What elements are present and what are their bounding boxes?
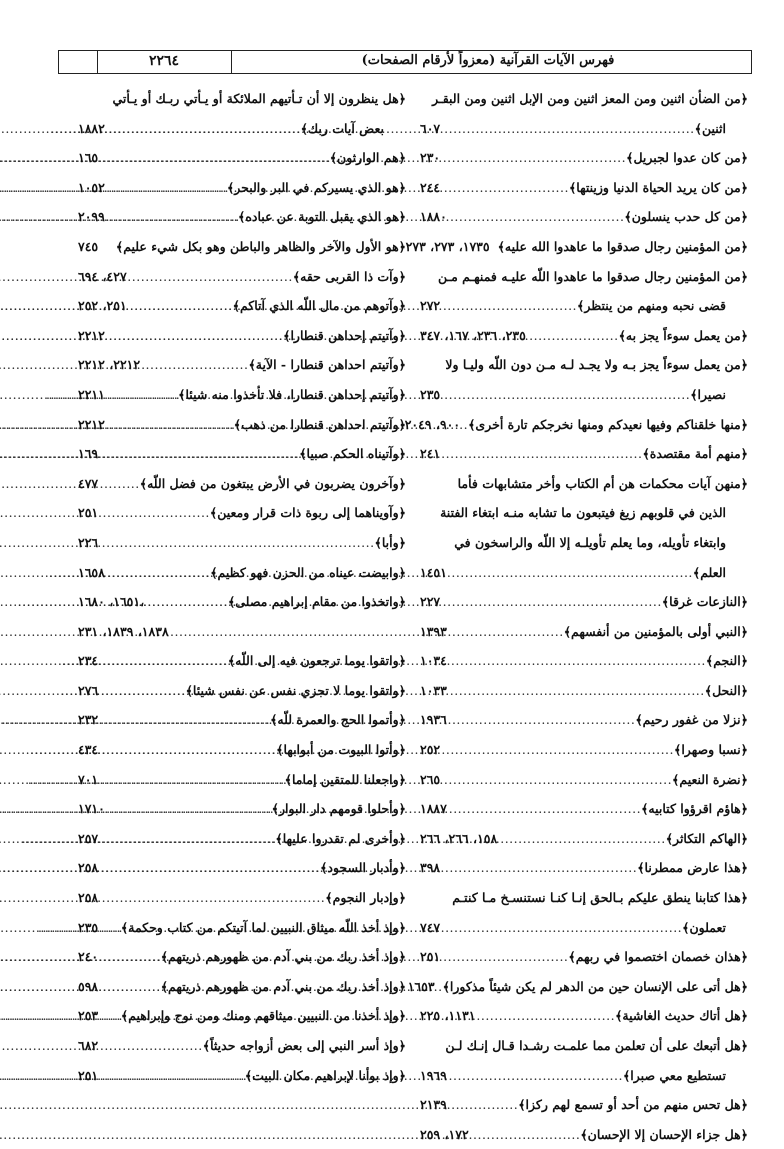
page-reference	[420, 350, 422, 380]
dot-leader	[442, 143, 626, 173]
dot-leader	[107, 114, 301, 144]
page-reference: ٢٣٢	[78, 712, 99, 728]
index-entry	[405, 232, 748, 262]
header-divider	[231, 51, 232, 73]
index-entry	[78, 765, 406, 795]
verse-text: ﴿وإذ بوأنا لإبراهيم مكان البيت﴾	[244, 1067, 406, 1083]
dot-leader	[477, 1001, 615, 1031]
page-reference: ١٥٨، ٢٦٦، ٢٦٦	[420, 830, 498, 846]
page-reference: ٦٠٧	[420, 120, 441, 136]
page-reference: ١٩٣٦	[420, 712, 447, 728]
dot-leader	[107, 558, 210, 588]
page-reference: ١٤٥١	[420, 564, 447, 580]
dot-leader	[449, 646, 706, 676]
verse-text: ﴿من كان عدوا لجبريل﴾	[626, 150, 748, 166]
dot-leader	[449, 1090, 518, 1120]
verse-text: ﴿وإذ أخذ ربك من بني آدم من ظهورهم ذريتهم﴾	[160, 978, 406, 994]
page-reference: ٢٣٥	[78, 919, 99, 935]
index-entry	[78, 439, 406, 469]
dot-leader	[442, 913, 682, 943]
page-reference: ١٧١٠	[78, 801, 105, 817]
dot-leader	[442, 291, 577, 321]
index-entry	[78, 794, 406, 824]
index-entry	[78, 232, 406, 262]
page-reference: ٢٥١، ٢٥٢	[78, 298, 127, 314]
dot-leader	[449, 794, 641, 824]
index-entry	[78, 942, 406, 972]
verse-text: ﴿النازعات غرقا﴾	[661, 594, 748, 610]
verse-text: ﴿وآخرون يضربون في الأرض يبتغون من فضل اللّه﴾	[139, 475, 406, 491]
verse-text: ﴿هذا كتابنا ينطق عليكم بـالحق إنـا كنـا نستنسـخ مـا كنتـم	[452, 890, 748, 906]
verse-text: ﴿نزلا من غفور رحيم﴾	[635, 712, 748, 728]
dot-leader	[100, 972, 161, 1002]
dot-leader	[142, 350, 248, 380]
dot-leader	[107, 380, 178, 410]
verse-text: ﴿وإذ أخذ ربك من بني آدم من ظهورهم ذريتهم﴾	[160, 949, 406, 965]
verse-text: ﴿نسبا وصهرا﴾	[674, 742, 748, 758]
dot-leader	[100, 1001, 121, 1031]
dot-leader	[100, 1031, 203, 1061]
index-entry	[78, 528, 406, 558]
page-reference: ١٧٢، ٢٥٩	[420, 1126, 469, 1142]
page-reference: ١٠٣٣	[420, 682, 447, 698]
page-reference: ٢٥١	[78, 505, 99, 521]
verse-text: ﴿وإدبار النجوم﴾	[325, 890, 406, 906]
verse-text: ﴿هل أتبعك على أن تعلمن مما علمـت رشـدا قـال إنـك لـن	[445, 1038, 748, 1053]
page-reference	[420, 883, 422, 913]
verse-text: ﴿النحل﴾	[704, 682, 748, 698]
page-reference: ٤٧٧	[78, 475, 99, 491]
index-entry	[78, 824, 406, 854]
verse-text: ﴿وإذ أخذ اللّه ميثاق النبيين لما آتيتكم من كتاب وحكمة﴾	[120, 919, 406, 935]
left-column	[78, 84, 406, 1090]
page-reference: ٢٥١	[78, 1067, 99, 1083]
page-reference: ٤٢٧، ٦٩٤	[78, 268, 127, 284]
index-entry	[420, 1061, 748, 1091]
index-entry	[420, 350, 748, 380]
index-entry	[78, 972, 406, 1002]
index-entry	[78, 143, 406, 173]
index-entry	[78, 558, 406, 588]
verse-text: ﴿من كان يريد الحياة الدنيا وزينتها﴾	[568, 179, 748, 195]
index-entry	[420, 202, 748, 232]
index-entry	[420, 469, 748, 499]
index-entry	[78, 380, 406, 410]
index-entry	[420, 291, 748, 321]
verse-text: ﴿واتخذوا من مقام إبراهيم مصلى﴾	[227, 594, 406, 610]
dot-leader	[129, 291, 233, 321]
dot-leader	[449, 676, 705, 706]
page-reference: ٢٢١١	[78, 386, 105, 402]
page-reference: ٢٤٠	[78, 949, 99, 965]
verse-text: قضى نحبه ومنهم من ينتظر﴾	[577, 298, 726, 314]
verse-text: ﴿من المؤمنين رجال صدقوا ما عاهدوا اللّه عليـه فمنهـم مـن	[437, 268, 748, 284]
verse-text: ﴿وأدبار السجود﴾	[320, 860, 406, 876]
dot-leader	[442, 942, 568, 972]
page-reference: ٢٠٩٩	[78, 209, 105, 225]
dot-leader	[442, 765, 672, 795]
page-reference: ٢٦٥	[420, 771, 441, 787]
verse-text: ﴿من يعمل سوءاً يجز بـه ولا يجـد لـه مـن دون اللّه وليـا ولا	[445, 357, 748, 373]
dot-leader	[462, 410, 468, 440]
page-reference: ٢٢١٢	[78, 327, 105, 343]
verse-text: ﴿وأتوا البيوت من أبوابها﴾	[276, 742, 406, 758]
index-entry	[420, 1031, 748, 1061]
index-entry	[420, 1120, 748, 1149]
dot-leader	[449, 202, 625, 232]
dot-leader	[449, 1061, 623, 1091]
page-reference: ١٦٥٨	[78, 564, 105, 580]
index-entry	[78, 646, 406, 676]
verse-text: تعملون﴾	[682, 919, 726, 935]
page-reference: ٧٠١	[78, 771, 99, 787]
index-entry	[78, 1031, 406, 1061]
page-reference: ٢٢١٢	[78, 416, 105, 432]
index-entry	[420, 587, 748, 617]
index-entry	[420, 262, 748, 292]
index-entry	[78, 883, 406, 913]
page-reference	[420, 262, 422, 292]
page-reference: ٢٢٧	[420, 594, 441, 610]
index-entry	[420, 321, 748, 351]
page-reference: ١٦٩	[78, 446, 99, 462]
dot-leader	[100, 735, 276, 765]
page-header	[58, 50, 752, 74]
page-reference	[420, 528, 422, 558]
page-reference: ٢٥٣	[78, 1008, 99, 1024]
index-entry	[404, 410, 748, 440]
index-entry	[420, 913, 748, 943]
header-divider	[97, 51, 98, 73]
dot-leader	[449, 558, 693, 588]
page-reference: ٢٥٨	[78, 890, 99, 906]
verse-text: ﴿هذان خصمان اختصموا في ربهم﴾	[568, 949, 748, 965]
index-entry	[407, 972, 748, 1002]
verse-text: العلم﴾	[692, 564, 726, 580]
page-reference: ٢٢٦	[78, 534, 99, 550]
page-reference: ٢٧٢	[420, 298, 441, 314]
verse-text: ﴿من كل حدب ينسلون﴾	[624, 209, 748, 225]
index-entry	[78, 173, 406, 203]
index-entry	[78, 262, 406, 292]
index-entry	[78, 1001, 406, 1031]
page-reference: ٢٤١	[420, 446, 441, 462]
verse-text: ﴿منهن آيات محكمات هن أم الكتاب وأخر متشابهات فأما	[457, 475, 748, 491]
index-entry	[420, 114, 748, 144]
page-reference: ١٦٥	[78, 150, 99, 166]
dot-leader	[499, 824, 665, 854]
dot-leader	[442, 439, 642, 469]
dot-leader	[100, 853, 320, 883]
dot-leader	[107, 794, 272, 824]
dot-leader	[100, 1061, 245, 1091]
verse-text: ﴿هاؤم اقرؤوا كتابيه﴾	[641, 801, 748, 817]
index-entry	[78, 617, 406, 647]
dot-leader	[100, 143, 330, 173]
page-reference: ٢٥٢	[420, 742, 441, 758]
page-reference: ٢٥٧	[78, 830, 99, 846]
page-reference: ١٦٥١، ١٦٨٠،	[78, 594, 145, 610]
index-entry	[420, 676, 748, 706]
verse-text: ﴿وأخرى لم تقدروا عليها﴾	[275, 830, 406, 846]
page-reference: ٢٣٥	[420, 386, 441, 402]
dot-leader	[107, 173, 227, 203]
verse-text: ﴿وأبا﴾	[374, 534, 406, 550]
page-reference	[420, 498, 422, 528]
page-reference	[420, 1031, 422, 1061]
verse-text: تستطيع معي صبرا﴾	[622, 1067, 726, 1083]
page-reference: ١٩٦٩	[420, 1067, 447, 1083]
index-entry	[78, 84, 406, 114]
dot-leader	[528, 321, 619, 351]
verse-text: وابتغاء تأويله، وما يعلم تأويلـه إلا اللّه والراسخون في	[454, 534, 726, 550]
verse-text: ﴿هو الأول والآخر والظاهر والباطن وهو بكل شيء عليم﴾	[115, 238, 406, 254]
dot-leader	[442, 173, 569, 203]
page-reference: ٢٧٦	[78, 682, 99, 698]
verse-text: ﴿هل أتى على الإنسان حين من الدهر لم يكن شيئاً مذكورا﴾	[442, 978, 748, 994]
verse-text: ﴿وآتيتم احداهن قنطارا - الآية﴾	[248, 357, 406, 373]
page-reference: ١٦٥٣	[407, 978, 435, 994]
verse-text: ﴿وآتيتم احداهن قنطارا من ذهب﴾	[233, 416, 406, 432]
index-entry	[420, 853, 748, 883]
index-entry	[78, 350, 406, 380]
page-reference: ٥٩٨	[78, 978, 99, 994]
dot-leader	[100, 439, 299, 469]
verse-text: ﴿منهم أمة مقتصدة﴾	[642, 446, 748, 462]
index-entry	[420, 558, 748, 588]
page-reference: ٢٣٤	[78, 653, 99, 669]
index-entry	[420, 1001, 748, 1031]
dot-leader	[100, 528, 374, 558]
index-entry	[78, 202, 406, 232]
verse-text: ﴿هم الوارثون﴾	[329, 150, 406, 166]
verse-text: ﴿وإذ أخذنا من النبيين ميثاقهم ومنك ومن نوح وإبراهيم﴾	[120, 1008, 406, 1024]
page-reference	[420, 469, 422, 499]
dot-leader	[129, 262, 293, 292]
dot-leader	[100, 824, 275, 854]
verse-text: ﴿هل ينظرون إلا أن تـأتيهم الملائكة أو يـأتي ربـك أو يـأتي	[112, 91, 406, 106]
verse-text: ﴿هل أتاك حديث الغاشية﴾	[615, 1008, 748, 1024]
index-entry	[78, 705, 406, 735]
verse-text: ﴿هل جزاء الإحسان إلا الإحسان﴾	[580, 1126, 748, 1142]
dot-leader	[449, 705, 636, 735]
index-entry	[420, 528, 748, 558]
index-entry	[78, 1061, 406, 1091]
page-reference: ٤٣٤	[78, 742, 99, 758]
dot-leader	[100, 705, 270, 735]
index-entry	[420, 705, 748, 735]
verse-text: ﴿وآتيتم إحداهن قنطارا﴾	[283, 327, 406, 343]
page-reference: ٦٨٢	[78, 1038, 99, 1053]
verse-text: ﴿وأتموا الحج والعمرة للّه﴾	[270, 712, 406, 728]
verse-text: ﴿الهاكم التكاثر﴾	[665, 830, 748, 846]
right-column	[404, 84, 748, 1149]
dot-leader	[442, 587, 662, 617]
index-entry	[420, 617, 748, 647]
dot-leader	[100, 913, 121, 943]
page-reference: ١٠٣٤	[420, 653, 447, 669]
verse-text: ﴿هذا عارض ممطرنا﴾	[637, 860, 748, 876]
dot-leader	[442, 853, 637, 883]
verse-text: ﴿وآتيتم إحداهن قنطارا، فلا تأخذوا منه شيئا﴾	[178, 386, 406, 402]
verse-text: ﴿وإذ أسر النبي إلى بعض أزواجه حديثاً﴾	[202, 1038, 406, 1053]
index-entry	[420, 173, 748, 203]
page-reference: ١١٣١، ٢٢٥	[420, 1008, 476, 1024]
index-entry	[420, 942, 748, 972]
index-entry	[420, 84, 748, 114]
dot-leader	[442, 380, 690, 410]
dot-leader	[437, 972, 443, 1002]
page-reference: ٧٤٥	[78, 238, 99, 254]
verse-text: ﴿وأحلوا قومهم دار البوار﴾	[271, 801, 406, 817]
verse-text: ﴿هو الذي يسيركم في البر والبحر﴾	[226, 179, 406, 195]
index-entry	[78, 321, 406, 351]
page-reference: ٩٠٠، ٢٠٤٩	[404, 416, 461, 432]
verse-text: اثنين﴾	[694, 120, 726, 136]
verse-text: ﴿واتقوا يوما ترجعون فيه إلى اللّه﴾	[227, 653, 406, 669]
page-reference: ١٨٨٢	[78, 120, 105, 136]
verse-text: ﴿وابيضت عيناه من الحزن فهو كظيم﴾	[210, 564, 406, 580]
verse-text: ﴿وآتوهم من مال اللّه الذي آتاكم﴾	[232, 298, 406, 314]
dot-leader	[100, 646, 228, 676]
index-entry	[78, 291, 406, 321]
index-entry	[78, 853, 406, 883]
index-entry	[78, 735, 406, 765]
verse-text: ﴿واتقوا يوما لا تجزي نفس عن نفس شيئا﴾	[185, 682, 406, 698]
verse-text: ﴿نضرة النعيم﴾	[672, 771, 748, 787]
dot-leader	[100, 498, 210, 528]
verse-text: الذين في قلوبهم زيغ فيتبعون ما تشابه منـه ابتغاء الفتنة	[440, 505, 726, 521]
page-reference: ١٨٨٠	[420, 209, 447, 225]
index-entry	[420, 143, 748, 173]
verse-text: ﴿واجعلنا للمتقين إماما﴾	[284, 771, 406, 787]
dot-leader	[100, 765, 284, 795]
index-entry	[78, 469, 406, 499]
verse-text: ﴿هل تحس منهم من أحد أو تسمع لهم ركزا﴾	[518, 1097, 748, 1113]
index-entry	[420, 1090, 748, 1120]
page-reference: ١٣٩٣	[420, 623, 447, 639]
index-entry	[420, 765, 748, 795]
index-entry	[78, 498, 406, 528]
verse-text: ﴿من يعمل سوءاً يجز به﴾	[618, 327, 748, 343]
page-reference	[420, 84, 422, 114]
page-reference: ٢٢١٢، ٢٢١٢	[78, 357, 141, 373]
index-entry	[420, 380, 748, 410]
dot-leader	[471, 1120, 581, 1149]
dot-leader	[100, 676, 185, 706]
dot-leader	[100, 942, 161, 972]
verse-text: ﴿وآتيناه الحكم صبيا﴾	[299, 446, 406, 462]
verse-text: بعض آيات ربك﴾	[300, 120, 384, 136]
index-entry	[78, 913, 406, 943]
index-entry	[420, 439, 748, 469]
verse-text: ﴿النبي أولى بالمؤمنين من أنفسهم﴾	[563, 623, 748, 639]
page-number: ٢٢٦٤	[148, 53, 180, 69]
page-title: فهرس الآيات القرآنية (معزواً لأرقام الصفحات)	[361, 53, 615, 68]
page-reference: ٧٤٧	[420, 919, 441, 935]
dot-leader	[107, 321, 283, 351]
page-reference: ٣٩٨	[420, 860, 441, 876]
index-entry	[420, 883, 748, 913]
verse-text: نصيرا﴾	[690, 386, 726, 402]
dot-leader	[100, 469, 140, 499]
verse-text: ﴿من المؤمنين رجال صدقوا ما عاهدوا الله عليه﴾	[497, 238, 748, 254]
page-reference: ١٨٣٨، ١٨٣٩، ٢٣١	[78, 623, 169, 639]
page-reference: ١٧٣٥، ٢٧٣، ٢٧٣	[405, 238, 490, 254]
index-entry	[420, 498, 748, 528]
verse-text: ﴿هو الذي يقبل التوبة عن عباده﴾	[238, 209, 406, 225]
dot-leader	[107, 202, 238, 232]
page-reference: ١٠٥٢	[78, 179, 105, 195]
dot-leader	[442, 114, 695, 144]
page-reference: ٢٣٥، ٢٣٦، ١٦٧، ٣٤٧	[420, 327, 526, 343]
index-entry	[78, 676, 406, 706]
page-reference: ٢٤٤	[420, 179, 441, 195]
page-reference: ٢٣٠	[420, 150, 441, 166]
index-entry	[420, 735, 748, 765]
dot-leader	[449, 617, 564, 647]
index-entry	[78, 587, 406, 617]
index-entry	[420, 646, 748, 676]
page-reference: ١٨٨٧	[420, 801, 447, 817]
index-entry	[78, 114, 406, 144]
verse-text: ﴿النجم﴾	[705, 653, 748, 669]
verse-text: ﴿وآويناهما إلى ربوة ذات قرار ومعين﴾	[209, 505, 406, 521]
page-reference: ٢٥٨	[78, 860, 99, 876]
index-entry	[420, 824, 748, 854]
page-reference	[78, 84, 80, 114]
dot-leader	[107, 410, 234, 440]
page-reference: ٢٥١	[420, 949, 441, 965]
index-entry	[420, 794, 748, 824]
dot-leader	[100, 883, 325, 913]
verse-text: ﴿منها خلقناكم وفيها نعيدكم ومنها نخرجكم تارة أخرى﴾	[468, 416, 748, 432]
dot-leader	[442, 735, 674, 765]
page-reference: ٢١٣٩	[420, 1097, 447, 1113]
verse-text: ﴿من الضأن اثنين ومن المعز اثنين ومن الإبل اثنين ومن البقـر	[432, 91, 748, 106]
verse-text: ﴿وآت ذا القربى حقه﴾	[292, 268, 406, 284]
index-entry	[78, 410, 406, 440]
dot-leader	[146, 587, 228, 617]
